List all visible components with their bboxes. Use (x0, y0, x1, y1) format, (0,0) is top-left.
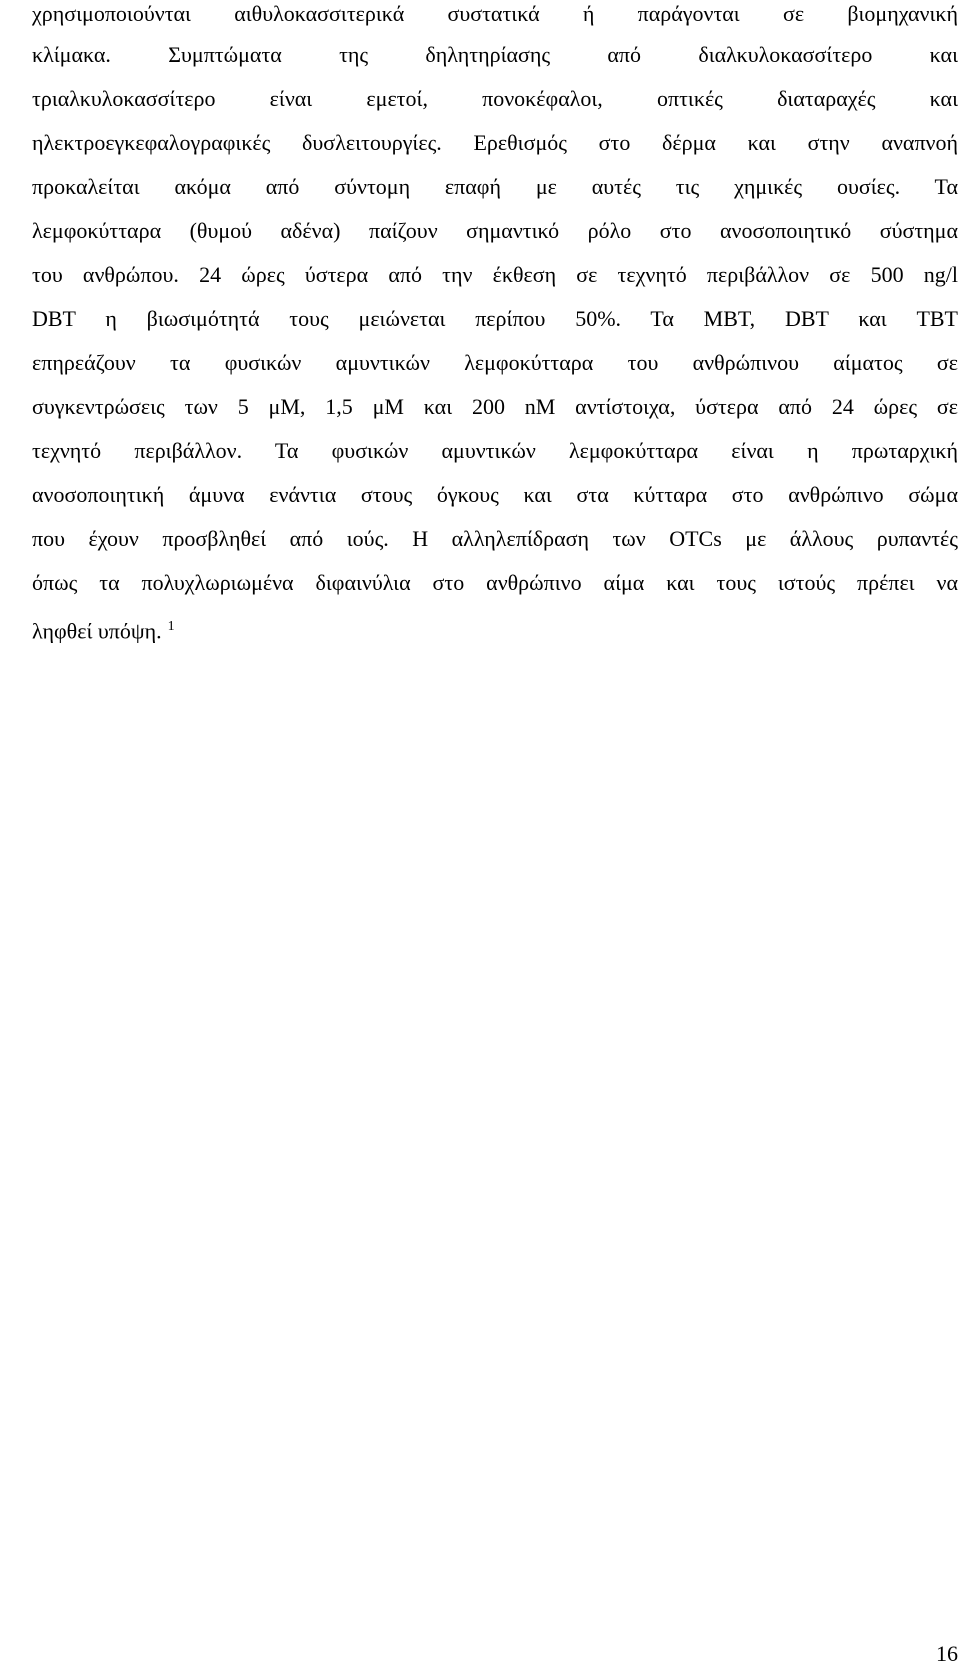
text-line: χρησιμοποιούνται αιθυλοκασσιτερικά συστατικά ή παράγονται σε βιομηχανική (32, 1, 958, 26)
text-line: κλίμακα. Συμπτώματα της δηλητηρίασης από διαλκυλοκασσίτερο και (32, 42, 958, 67)
text-line: που έχουν προσβληθεί από ιούς. Η αλληλεπίδραση των OTCs με άλλους ρυπαντές (32, 526, 958, 551)
page-number: 16 (936, 1641, 958, 1666)
text-line: τεχνητό περιβάλλον. Τα φυσικών αμυντικών λεμφοκύτταρα είναι η πρωταρχική (32, 438, 958, 463)
footnote-marker: 1 (167, 619, 175, 634)
text-line: λεμφοκύτταρα (θυμού αδένα) παίζουν σημαντικό ρόλο στο ανοσοποιητικό σύστημα (32, 218, 958, 243)
text-line: του ανθρώπου. 24 ώρες ύστερα από την έκθεση σε τεχνητό περιβάλλον σε 500 ng/l (32, 262, 958, 287)
text-line-last (32, 613, 958, 645)
text-line: ηλεκτροεγκεφαλογραφικές δυσλειτουργίες. Ερεθισμός στο δέρμα και στην αναπνοή (32, 130, 958, 155)
text-line: επηρεάζουν τα φυσικών αμυντικών λεμφοκύτταρα του ανθρώπινου αίματος σε (32, 350, 958, 375)
text-line: όπως τα πολυχλωριωμένα διφαινύλια στο ανθρώπινο αίμα και τους ιστούς πρέπει να (32, 570, 958, 595)
text-line: DBT η βιωσιμότητά τους μειώνεται περίπου 50%. Τα MBT, DBT και TBT (32, 306, 958, 331)
text-line: προκαλείται ακόμα από σύντομη επαφή με αυτές τις χημικές ουσίες. Τα (32, 174, 958, 199)
text-line: τριαλκυλοκασσίτερο είναι εμετοί, πονοκέφαλοι, οπτικές διαταραχές και (32, 86, 958, 111)
text-line: ανοσοποιητική άμυνα ενάντια στους όγκους και στα κύτταρα στο ανθρώπινο σώμα (32, 482, 958, 507)
text-line: συγκεντρώσεις των 5 μM, 1,5 μM και 200 nM αντίστοιχα, ύστερα από 24 ώρες σε (32, 394, 958, 419)
last-line-text: ληφθεί υπόψη. (32, 618, 162, 644)
